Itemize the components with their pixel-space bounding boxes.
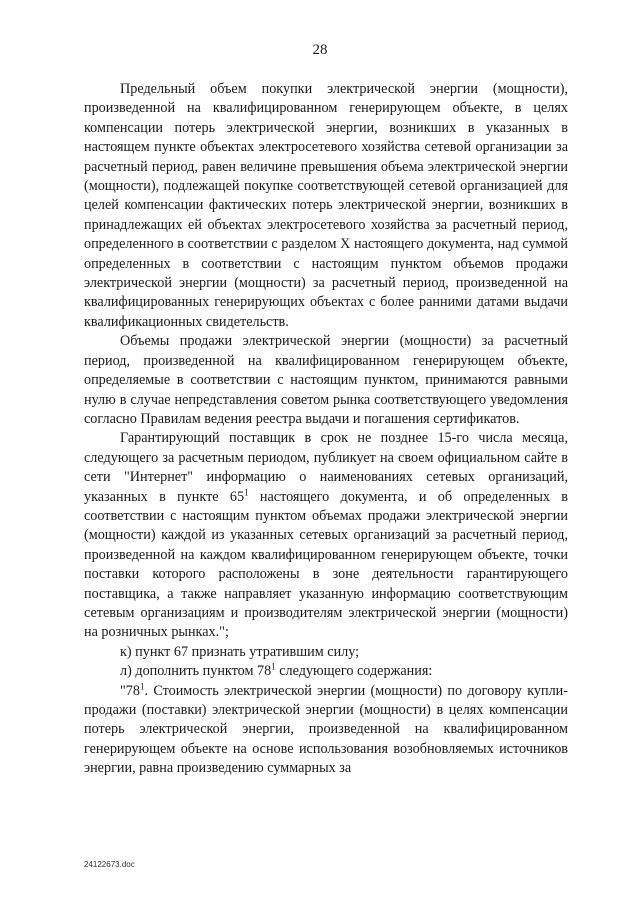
paragraph-text-part: Гарантирующий поставщик в срок не позднее 15-го числа месяца, следующего за расчетным периодом, публикует на своем официальном сайте в сети "Интернет" информацию о наименованиях сетевых организаций, указанных в пункте 65 <box>84 430 568 505</box>
paragraph-purchase-limit: Предельный объем покупки электрической энергии (мощности), произведенной на квалифицированном генерирующем объекте, в целях компенсации потерь электрической энергии, возникших в указанных в настоящем пункте объектах электросетевого хозяйства сетевой организации за расчетный период, равен величине превышения объема электрической энергии (мощности), подлежащей покупке соответствующей сетевой организацией для целей компенсации фактических потерь электрической энергии, возникших в принадлежащих ей объектах электросетевого хозяйства за расчетный период, определенного в соответствии с разделом X настоящего документа, над суммой определенных в соответствии с настоящим пунктом объемов продажи электрической энергии (мощности) за расчетный период, произведенной на квалифицированных генерирующих объектах с более ранними датами выдачи квалификационных свидетельств. <box>84 81 568 330</box>
paragraph-78-1 <box>84 682 568 779</box>
document-body <box>84 80 568 779</box>
page-number: 28 <box>312 42 328 58</box>
superscript: 1 <box>271 661 276 672</box>
paragraph-sales-volumes: Объемы продажи электрической энергии (мощности) за расчетный период, произведенной на квалифицированном генерирующем объекте, определяемые в соответствии с настоящим пунктом, принимаются равными нулю в случае непредставления советом рынка соответствующего уведомления согласно Правилам ведения реестра выдачи и погашения сертификатов. <box>84 333 568 427</box>
paragraph-text-part: . Стоимость электрической энергии (мощности) по договору купли-продажи (поставки) электрической энергии (мощности) в целях компенсации потерь электрической энергии, произведенной на квалифицированном генерирующем объекте на основе использования возобновляемых источников энергии, равна произведению суммарных за <box>84 682 568 777</box>
superscript: 1 <box>244 486 249 497</box>
list-item-text-part: следующего содержания: <box>275 663 433 680</box>
paragraph-text-part: настоящего документа, и об определенных в соответствии с настоящим пунктом объемах продажи электрической энергии (мощности) каждой из указанных сетевых организаций за расчетный период, произведенной на каждом квалифицированном генерирующем объекте, точки поставки которого расположены в зоне деятельности гарантирующего поставщика, а также направляет указанную информацию соответствующим сетевым организациям и производителям электрической энергии (мощности) на розничных рынках."; <box>84 488 568 641</box>
superscript: 1 <box>139 680 145 691</box>
list-item-text-part: л) дополнить пунктом 78 <box>120 663 272 680</box>
list-item-k: к) пункт 67 признать утратившим силу; <box>120 643 360 660</box>
list-item-l <box>84 662 568 681</box>
paragraph-guaranteeing-supplier <box>84 429 568 642</box>
paragraph-text-part: "78 <box>120 682 140 699</box>
document-filename: 24122673.doc <box>84 860 135 869</box>
